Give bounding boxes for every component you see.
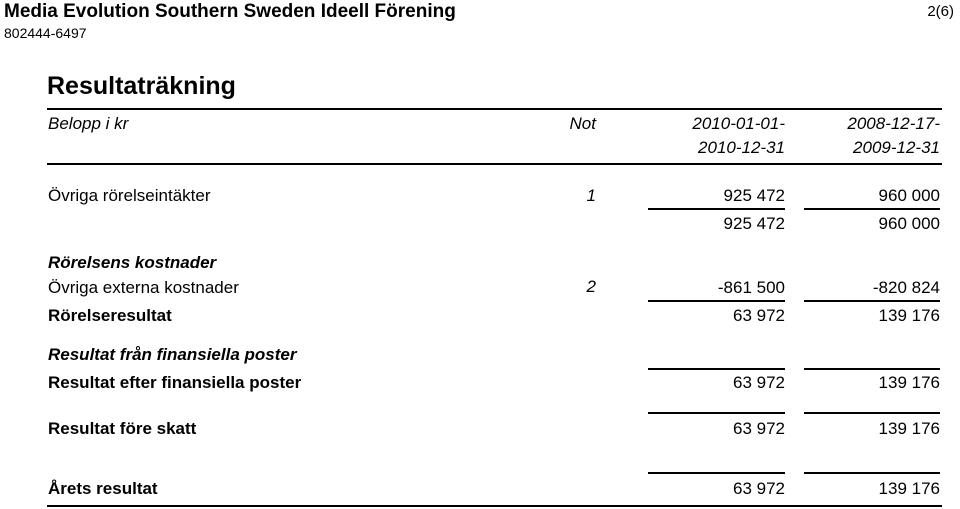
section-operating-expenses: Rörelsens kostnader — [48, 253, 217, 272]
row-previous-operating-income: 960 000 — [878, 186, 940, 205]
column-header-previous-period-start: 2008-12-17- — [847, 114, 940, 133]
row-current-result-after-financial: 63 972 — [733, 373, 785, 392]
section-financial-items: Resultat från finansiella poster — [48, 345, 297, 364]
subtotal-rule-current — [648, 208, 785, 210]
row-label-operating-income: Övriga rörelseintäkter — [48, 186, 211, 205]
row-current-operating-result: 63 972 — [733, 306, 785, 325]
row-label-other-external-costs: Övriga externa kostnader — [48, 278, 239, 297]
row-previous-income-subtotal: 960 000 — [878, 214, 940, 233]
before-tax-rule-current — [648, 412, 785, 414]
footer-rule — [47, 505, 942, 507]
net-result-rule-current — [648, 472, 785, 474]
organization-name: Media Evolution Southern Sweden Ideell Förening — [4, 1, 456, 22]
operating-result-rule-current — [648, 300, 785, 302]
page-number: 2(6) — [927, 3, 954, 20]
row-previous-other-external-costs: -820 824 — [872, 278, 940, 297]
after-financial-rule-current — [648, 368, 785, 370]
row-label-operating-result: Rörelseresultat — [48, 306, 172, 325]
row-label-result-after-financial: Resultat efter finansiella poster — [48, 373, 302, 392]
row-previous-result-before-tax: 139 176 — [878, 419, 940, 438]
row-previous-operating-result: 139 176 — [878, 306, 940, 325]
row-current-operating-income: 925 472 — [723, 186, 785, 205]
row-previous-net-result: 139 176 — [878, 479, 940, 498]
page-title: Resultaträkning — [47, 72, 236, 100]
row-note-operating-income: 1 — [586, 186, 596, 205]
header-rule — [47, 108, 942, 110]
column-header-rule — [47, 163, 942, 165]
net-result-rule-previous — [804, 472, 940, 474]
row-previous-result-after-financial: 139 176 — [878, 373, 940, 392]
row-note-other-external-costs: 2 — [586, 277, 596, 296]
column-header-current-period-start: 2010-01-01- — [692, 114, 785, 133]
row-current-result-before-tax: 63 972 — [733, 419, 785, 438]
row-current-net-result: 63 972 — [733, 479, 785, 498]
before-tax-rule-previous — [804, 412, 940, 414]
operating-result-rule-previous — [804, 300, 940, 302]
column-header-note: Not — [569, 114, 596, 133]
after-financial-rule-previous — [804, 368, 940, 370]
subtotal-rule-previous — [804, 208, 940, 210]
organization-number: 802444-6497 — [4, 25, 87, 41]
row-current-income-subtotal: 925 472 — [723, 214, 785, 233]
column-header-previous-period-end: 2009-12-31 — [853, 138, 940, 157]
row-current-other-external-costs: -861 500 — [717, 278, 785, 297]
column-header-current-period-end: 2010-12-31 — [698, 138, 785, 157]
column-header-amount-unit: Belopp i kr — [48, 114, 129, 133]
row-label-result-before-tax: Resultat före skatt — [48, 419, 197, 438]
row-label-net-result: Årets resultat — [48, 479, 158, 498]
